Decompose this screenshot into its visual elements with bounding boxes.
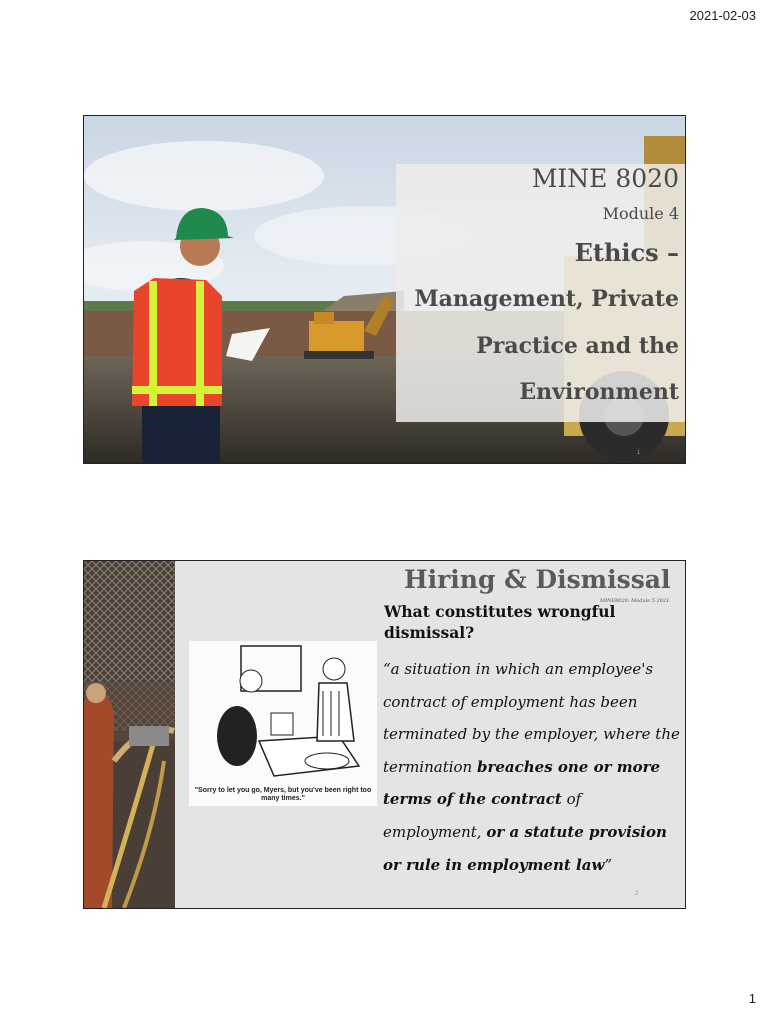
slide-title-line-1: Ethics – <box>574 238 679 267</box>
slide-title: Hiring & Dismissal <box>404 565 671 594</box>
print-date: 2021-02-03 <box>689 8 756 23</box>
quote-text-open: “a situation in which an employee's contract of employment has been terminated by the employer, where the termination <box>383 660 680 776</box>
course-code: MINE 8020 <box>531 164 679 193</box>
slide-footer: MINE8020: Module 5 2021 <box>600 598 670 604</box>
wrongful-dismissal-definition <box>383 653 683 881</box>
slide-number: 2 <box>635 891 639 897</box>
module-label: Module 4 <box>602 204 679 223</box>
cartoon-caption: "Sorry to let you go, Myers, but you've been right too many times." <box>194 787 372 802</box>
slide-number: 1 <box>637 450 641 456</box>
slide-title-line-3: Practice and the <box>476 333 679 359</box>
quote-bold-statute: or a statute provision or rule in employment law <box>383 822 667 874</box>
slide-title-line-2: Management, Private <box>414 286 679 312</box>
slide-title-line-4: Environment <box>519 379 679 405</box>
quote-bold-contract: breaches one or more terms of the contract <box>383 757 661 809</box>
page-number: 1 <box>748 991 756 1006</box>
slide-1 <box>83 115 686 464</box>
quote-text-close: ” <box>604 855 613 874</box>
slide-2 <box>83 560 686 909</box>
cartoon-image <box>189 641 377 806</box>
underground-miner-photo <box>84 561 175 908</box>
quote-text-mid: of employment, <box>383 790 582 841</box>
question-heading: What constitutes wrongful dismissal? <box>384 602 616 642</box>
cartoon-drawing <box>189 641 377 786</box>
